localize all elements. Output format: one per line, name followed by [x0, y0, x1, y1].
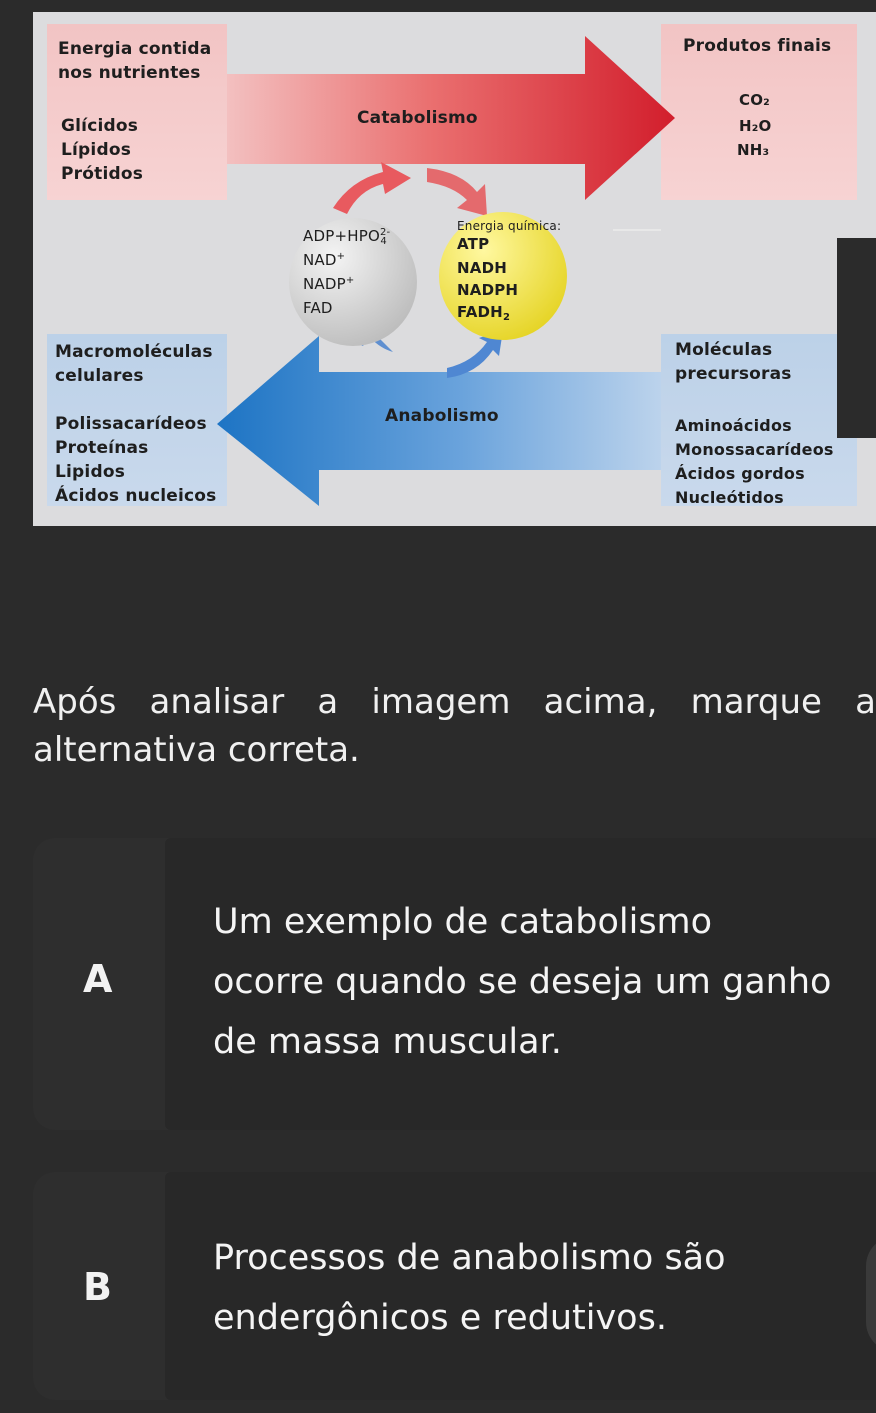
option-b[interactable]: [33, 1172, 876, 1400]
nutrients-title-line2: nos nutrientes: [58, 63, 201, 83]
nad-label: [303, 250, 345, 273]
catabolism-label: Catabolismo: [357, 108, 478, 128]
macromolecules-list: [55, 412, 217, 508]
macromolecules-title-line1: Macromoléculas: [55, 342, 213, 362]
list-item: Ácidos nucleicos: [55, 486, 217, 506]
list-item: Monossacarídeos: [675, 440, 834, 459]
nadph-label: NADPH: [457, 281, 519, 299]
option-b-letter: B: [83, 1265, 112, 1309]
adp-sup: 2-: [379, 227, 391, 238]
nadp-base: NADP: [303, 275, 346, 293]
precursors-title: [675, 338, 792, 386]
option-a-letter: A: [83, 957, 113, 1001]
nad-sup: +: [336, 251, 346, 262]
list-item: Lipidos: [55, 462, 126, 482]
list-item: Glícidos: [61, 116, 139, 136]
fadh-sub: 2: [502, 312, 511, 323]
list-item: Nucleótidos: [675, 488, 784, 507]
list-item: Polissacarídeos: [55, 414, 207, 434]
question-text: Após analisar a imagem acima, marque a alternativa correta.: [33, 682, 876, 770]
nutrients-list: [61, 114, 143, 186]
adp-label: [303, 226, 391, 249]
fadh-label: [457, 302, 510, 325]
metabolism-diagram: [33, 12, 876, 526]
list-item: Aminoácidos: [675, 416, 792, 435]
nadp-sup: +: [345, 275, 355, 286]
energy-heading: Energia química:: [457, 219, 562, 233]
nh3-label: NH₃: [737, 141, 770, 159]
nadh-label: NADH: [457, 259, 507, 277]
option-a-text: Um exemplo de catabolismo ocorre quando se deseja um ganho de massa muscular.: [213, 902, 832, 1062]
nutrients-title: [58, 37, 211, 85]
option-b-text: Processos de anabolismo são endergônicos e redutivos.: [213, 1238, 726, 1338]
co2-label: CO₂: [739, 91, 770, 109]
option-a[interactable]: [33, 838, 876, 1130]
nutrients-title-line1: Energia contida: [58, 39, 212, 59]
adp-base: ADP+HPO: [303, 227, 380, 245]
precursors-title-line1: Moléculas: [675, 340, 773, 360]
list-item: Proteínas: [55, 438, 149, 458]
macromolecules-title-line2: celulares: [55, 366, 144, 386]
atp-label: ATP: [457, 235, 490, 253]
overlay-tab: [837, 238, 876, 438]
fad-label: FAD: [303, 299, 333, 317]
macromolecules-title: [55, 340, 213, 388]
precursors-title-line2: precursoras: [675, 364, 792, 384]
fadh-base: FADH: [457, 303, 503, 321]
nad-base: NAD: [303, 251, 337, 269]
precursors-list: [675, 414, 834, 510]
cycle-arrow-top-right: [427, 168, 487, 216]
adp-sub: 4: [380, 236, 387, 247]
list-item: Lípidos: [61, 140, 132, 160]
list-item: Prótidos: [61, 164, 144, 184]
end-products-title: Produtos finais: [683, 36, 832, 56]
cycle-arrow-top-left: [333, 162, 411, 214]
list-item: Ácidos gordos: [675, 464, 805, 483]
nadp-label: [303, 274, 354, 297]
h2o-label: H₂O: [739, 117, 772, 135]
anabolism-label: Anabolismo: [385, 406, 499, 426]
